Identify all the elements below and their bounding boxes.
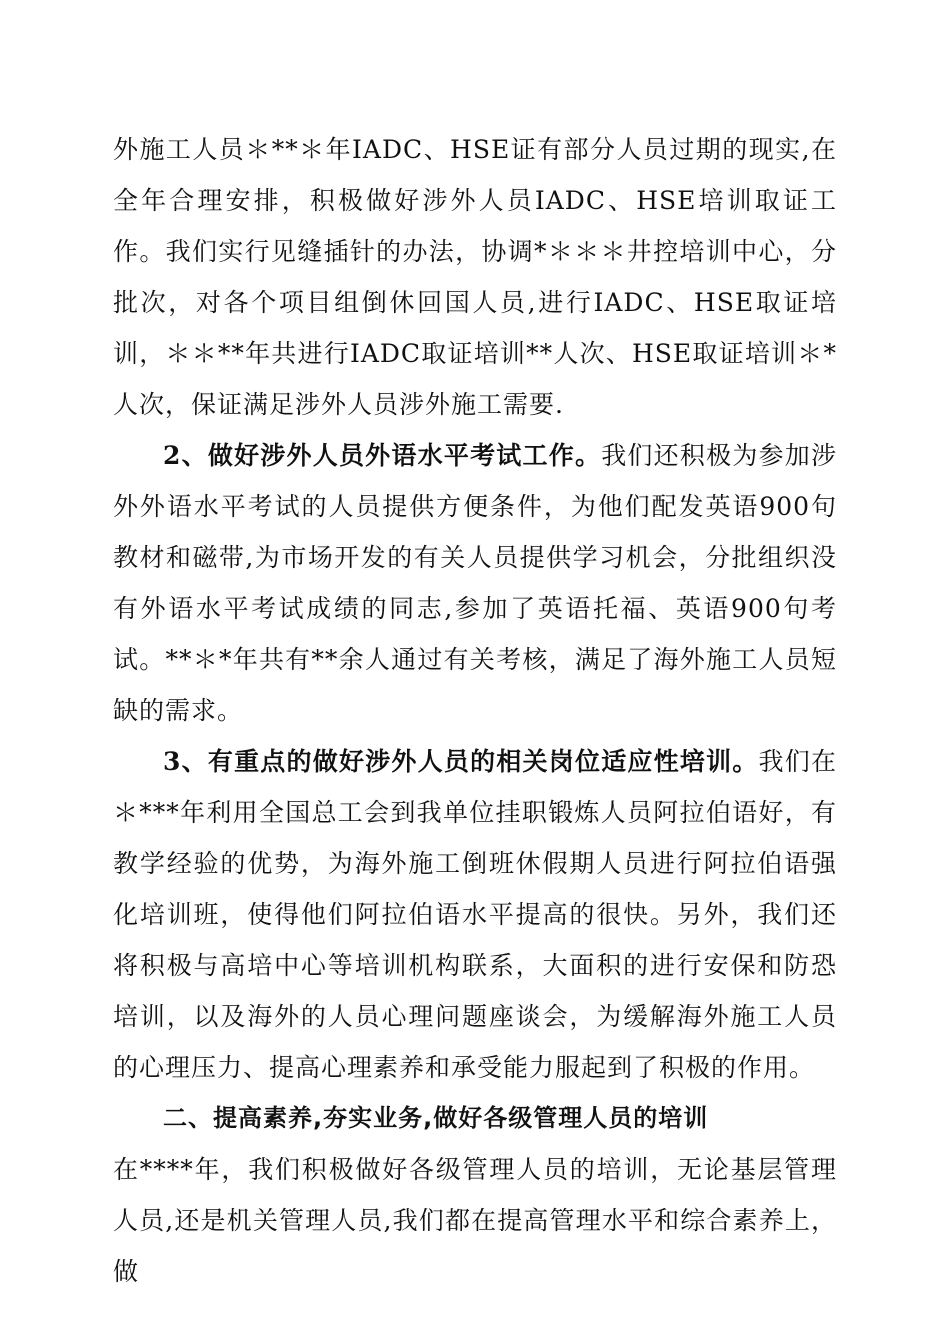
section-3-body: 我们在＊***年利用全国总工会到我单位挂职锻炼人员阿拉伯语好，有教学经验的优势，为海外施工倒班休假期人员进行阿拉伯语强化培训班，使得他们阿拉伯语水平提高的很快。另外，我们还将积极与高培中心等培训机构联系，大面积的进行安保和防恐培训，以及海外的人员心理问题座谈会，为缓解海外施工人员的心理压力、提高心理素养和承受能力服起到了积极的作用。 xyxy=(113,747,837,1082)
section-2-heading: 2、做好涉外人员外语水平考试工作。 xyxy=(163,441,602,470)
section-3-paragraph xyxy=(113,736,837,1093)
part-2-heading: 二、提高素养,夯实业务,做好各级管理人员的培训 xyxy=(163,1104,709,1132)
section-3-heading: 3、有重点的做好涉外人员的相关岗位适应性培训。 xyxy=(163,747,759,776)
section-2-paragraph xyxy=(113,430,837,736)
intro-paragraph xyxy=(113,124,837,430)
part-2-body: 在****年，我们积极做好各级管理人员的培训，无论基层管理人员,还是机关管理人员,我们都在提高管理水平和综合素养上，做 xyxy=(113,1155,837,1286)
document-body xyxy=(113,124,837,1297)
intro-paragraph-text: 外施工人员＊**＊年IADC、HSE证有部分人员过期的现实,在全年合理安排，积极做好涉外人员IADC、HSE培训取证工作。我们实行见缝插针的办法，协调*＊＊＊井控培训中心，分批次，对各个项目组倒休回国人员,进行IADC、HSE取证培训，＊＊**年共进行IADC取证培训**人次、HSE取证培训＊*人次，保证满足涉外人员涉外施工需要. xyxy=(113,135,837,419)
section-2-body: 我们还积极为参加涉外外语水平考试的人员提供方便条件，为他们配发英语900句教材和磁带,为市场开发的有关人员提供学习机会，分批组织没有外语水平考试成绩的同志,参加了英语托福、英语900句考试。**＊*年共有**余人通过有关考核，满足了海外施工人员短缺的需求。 xyxy=(113,441,837,725)
